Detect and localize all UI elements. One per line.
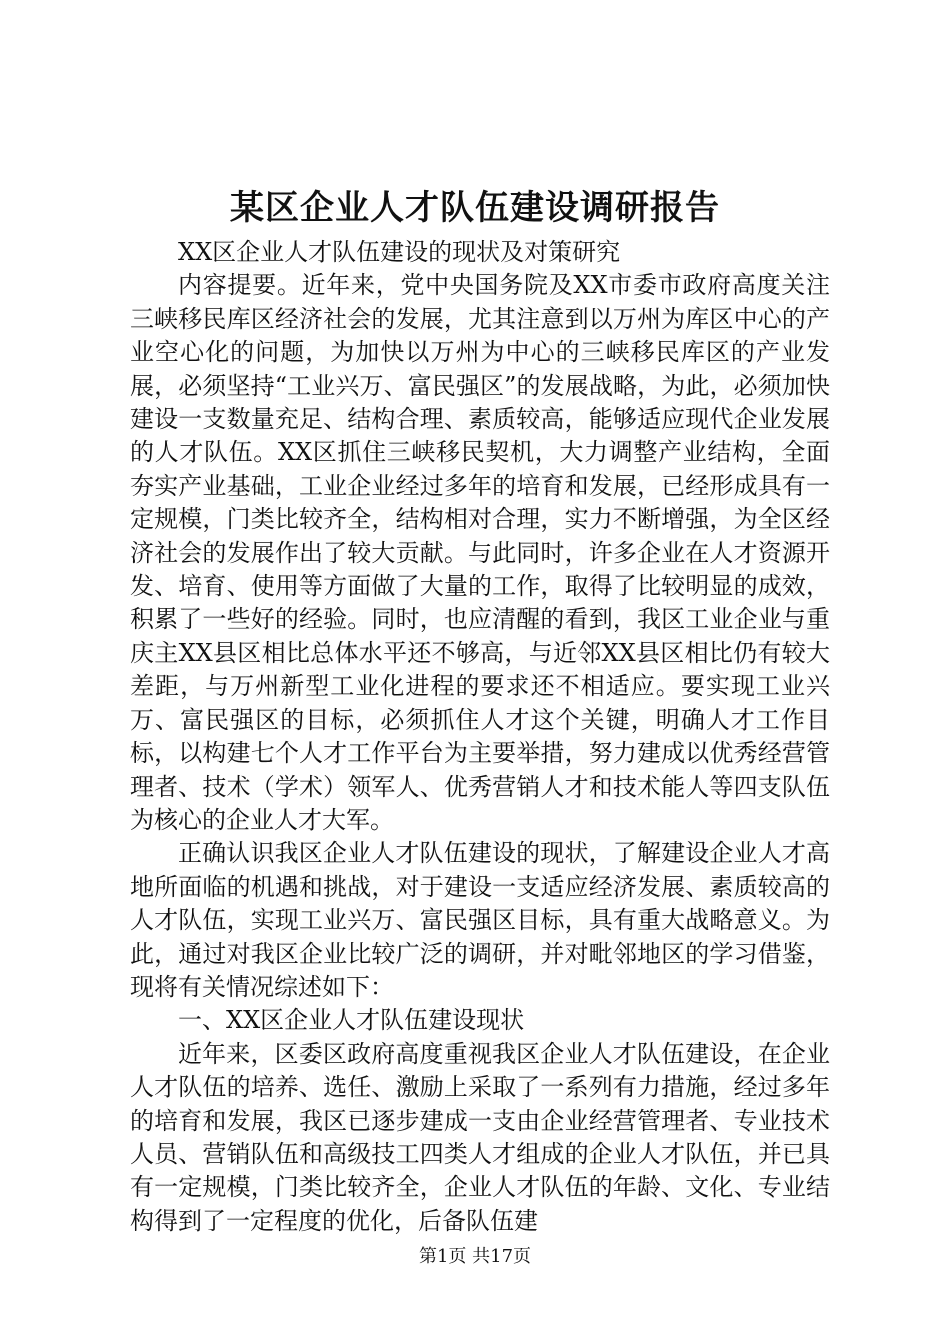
document-body: [130, 236, 830, 1238]
document-title: 某区企业人才队伍建设调研报告: [230, 188, 720, 228]
subtitle-paragraph: XX区企业人才队伍建设的现状及对策研究: [178, 238, 621, 266]
abstract-paragraph: 内容提要。近年来，党中央国务院及XX市委市政府高度关注三峡移民库区经济社会的发展，尤其注意到以万州为库区中心的产业空心化的问题，为加快以万州为中心的三峡移民库区的产业发展，必须坚持“工业兴万、富民强区”的发展战略，为此，必须加快建设一支数量充足、结构合理、素质较高，能够适应现代企业发展的人才队伍。XX区抓住三峡移民契机，大力调整产业结构，全面夯实产业基础，工业企业经过多年的培育和发展，已经形成具有一定规模，门类比较齐全，结构相对合理，实力不断增强，为全区经济社会的发展作出了较大贡献。与此同时，许多企业在人才资源开发、培育、使用等方面做了大量的工作，取得了比较明显的成效，积累了一些好的经验。同时，也应清醒的看到，我区工业企业与重庆主XX县区相比总体水平还不够高，与近邻XX县区相比仍有较大差距，与万州新型工业化进程的要求还不相适应。要实现工业兴万、富民强区的目标，必须抓住人才这个关键，明确人才工作目标，以构建七个人才工作平台为主要举措，努力建成以优秀经营管理者、技术（学术）领军人、优秀营销人才和技术能人等四支队伍为核心的企业人才大军。: [130, 271, 830, 834]
section-heading: 一、XX区企业人才队伍建设现状: [178, 1006, 525, 1035]
section-paragraph: 近年来，区委区政府高度重视我区企业人才队伍建设，在企业人才队伍的培养、选任、激励上采取了一系列有力措施，经过多年的培育和发展，我区已逐步建成一支由企业经营管理者、专业技术人员、营销队伍和高级技工四类人才组成的企业人才队伍，并已具有一定规模，门类比较齐全，企业人才队伍的年龄、文化、专业结构得到了一定程度的优化，后备队伍建: [130, 1039, 830, 1235]
page-number: 第1页 共17页: [418, 1246, 532, 1267]
intro-paragraph: 正确认识我区企业人才队伍建设的现状，了解建设企业人才高地所面临的机遇和挑战，对于建设一支适应经济发展、素质较高的人才队伍，实现工业兴万、富民强区目标，具有重大战略意义。为此，通过对我区企业比较广泛的调研，并对毗邻地区的学习借鉴，现将有关情况综述如下：: [130, 839, 830, 1001]
